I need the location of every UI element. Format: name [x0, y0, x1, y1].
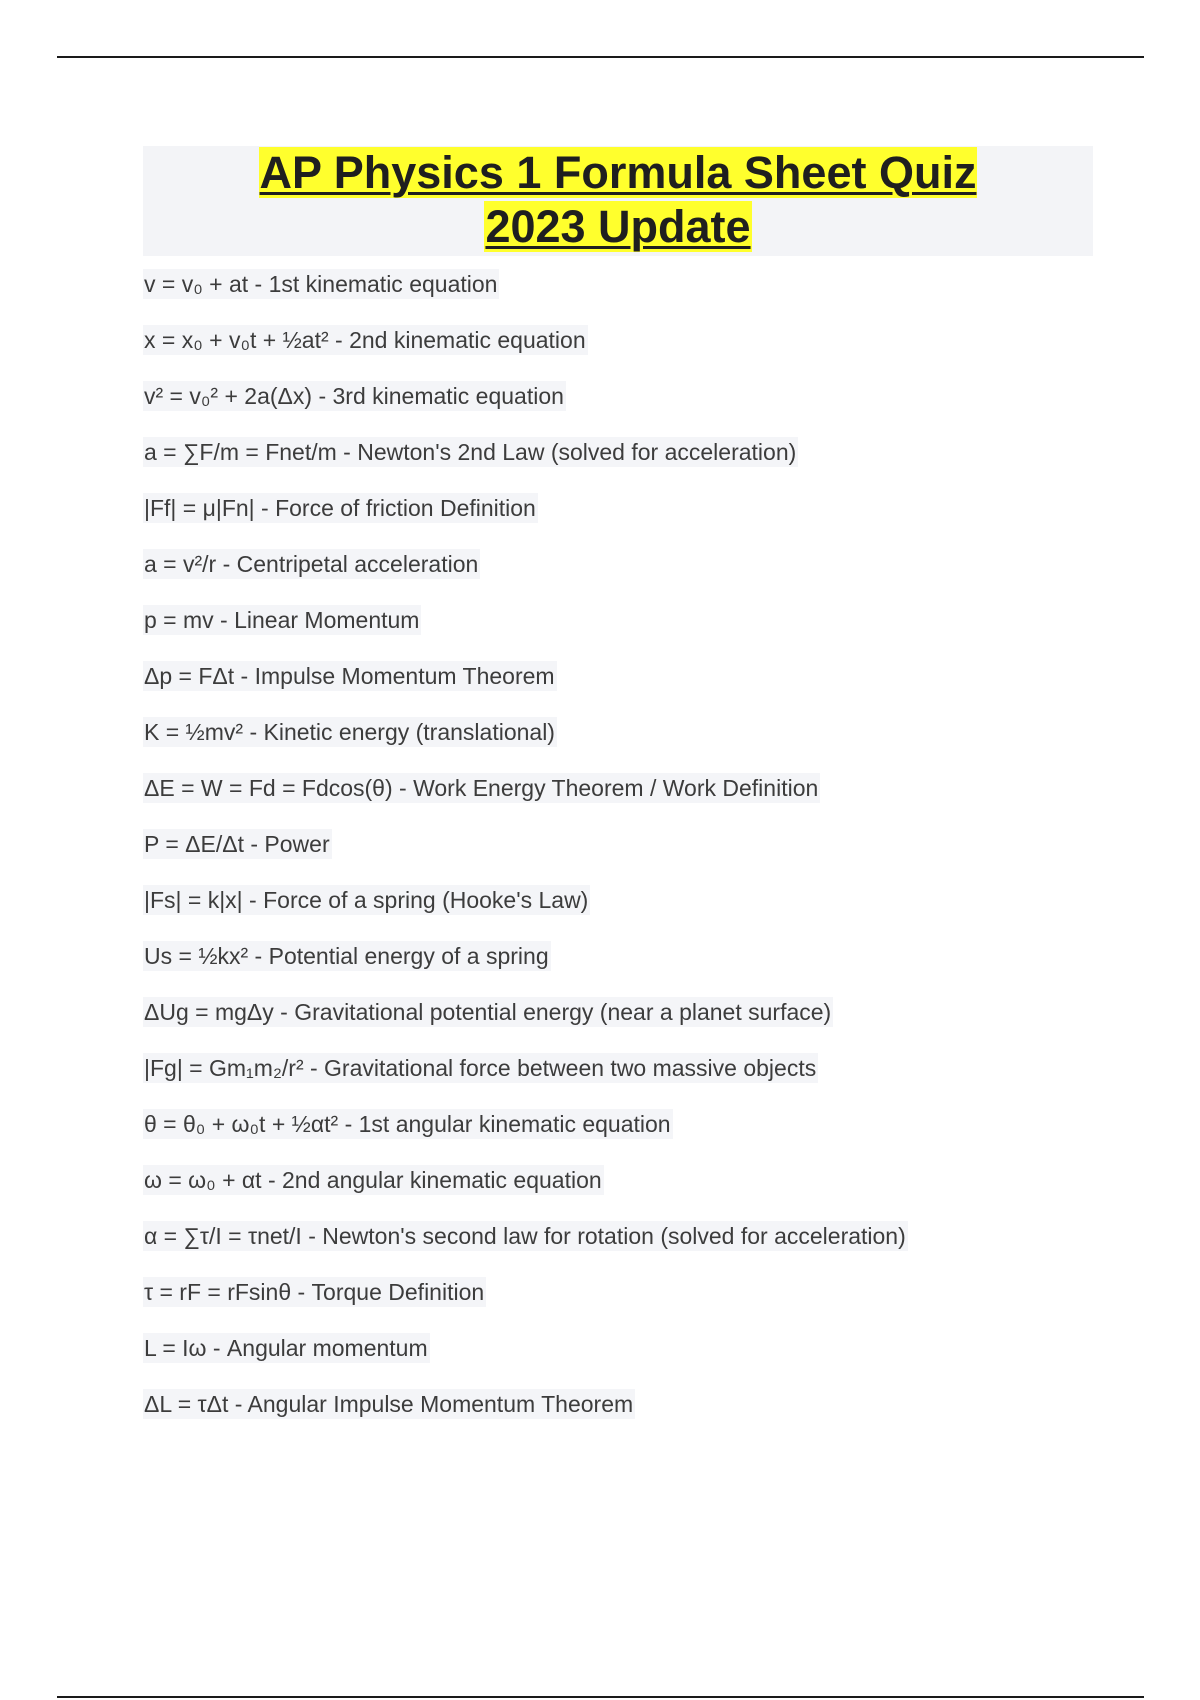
formula-text: P = ΔE/Δt - Power	[144, 831, 330, 857]
formula-text: K = ½mv² - Kinetic energy (translational)	[144, 719, 555, 745]
formula-text: Us = ½kx² - Potential energy of a spring	[144, 943, 549, 969]
formula-item	[143, 872, 1103, 928]
document-title-line-1	[143, 146, 1093, 200]
formula-text: v² = v₀² + 2a(Δx) - 3rd kinematic equation	[144, 383, 564, 409]
formula-text: ΔL = τΔt - Angular Impulse Momentum Theorem	[144, 1391, 634, 1417]
top-divider	[57, 56, 1144, 58]
formula-text: ΔE = W = Fd = Fdcos(θ) - Work Energy Theorem / Work Definition	[144, 775, 819, 801]
formula-item	[143, 704, 1103, 760]
formula-item	[143, 312, 1103, 368]
formula-item	[143, 1096, 1103, 1152]
formula-item	[143, 984, 1103, 1040]
formula-text: α = ∑τ/I = τnet/I - Newton's second law for rotation (solved for acceleration)	[144, 1223, 906, 1249]
formula-item	[143, 1152, 1103, 1208]
formula-text: x = x₀ + v₀t + ½at² - 2nd kinematic equation	[144, 327, 586, 353]
document-title-line-2	[143, 200, 1093, 254]
document-title-block	[143, 146, 1093, 256]
formula-item	[143, 648, 1103, 704]
formula-text: |Fs| = k|x| - Force of a spring (Hooke's Law)	[144, 887, 589, 913]
formula-item	[143, 928, 1103, 984]
formula-item	[143, 536, 1103, 592]
bottom-divider	[57, 1696, 1144, 1698]
formula-item	[143, 1264, 1103, 1320]
formula-text: |Ff| = μ|Fn| - Force of friction Definition	[144, 495, 536, 521]
title-highlight-2: 2023 Update	[485, 201, 751, 252]
formula-item	[143, 760, 1103, 816]
formula-item	[143, 368, 1103, 424]
formula-item	[143, 480, 1103, 536]
formula-text: a = ∑F/m = Fnet/m - Newton's 2nd Law (solved for acceleration)	[144, 439, 797, 465]
formula-item	[143, 592, 1103, 648]
title-highlight-1: AP Physics 1 Formula Sheet Quiz	[259, 147, 977, 198]
formula-item	[143, 256, 1103, 312]
formula-text: τ = rF = rFsinθ - Torque Definition	[144, 1279, 485, 1305]
formula-text: a = v²/r - Centripetal acceleration	[144, 551, 479, 577]
formula-item	[143, 1040, 1103, 1096]
formula-text: |Fg| = Gm₁m₂/r² - Gravitational force between two massive objects	[144, 1055, 817, 1081]
formula-text: L = Iω - Angular momentum	[144, 1335, 428, 1361]
formula-item	[143, 1376, 1103, 1432]
formula-text: ω = ω₀ + αt - 2nd angular kinematic equation	[144, 1167, 602, 1193]
formula-text: p = mv - Linear Momentum	[144, 607, 420, 633]
formula-item	[143, 1320, 1103, 1376]
formula-item	[143, 1208, 1103, 1264]
formula-text: θ = θ₀ + ω₀t + ½αt² - 1st angular kinematic equation	[144, 1111, 671, 1137]
formula-item	[143, 424, 1103, 480]
formula-text: ΔUg = mgΔy - Gravitational potential energy (near a planet surface)	[144, 999, 832, 1025]
formula-list	[143, 256, 1103, 1432]
formula-text: Δp = FΔt - Impulse Momentum Theorem	[144, 663, 555, 689]
formula-item	[143, 816, 1103, 872]
formula-text: v = v₀ + at - 1st kinematic equation	[144, 271, 498, 297]
